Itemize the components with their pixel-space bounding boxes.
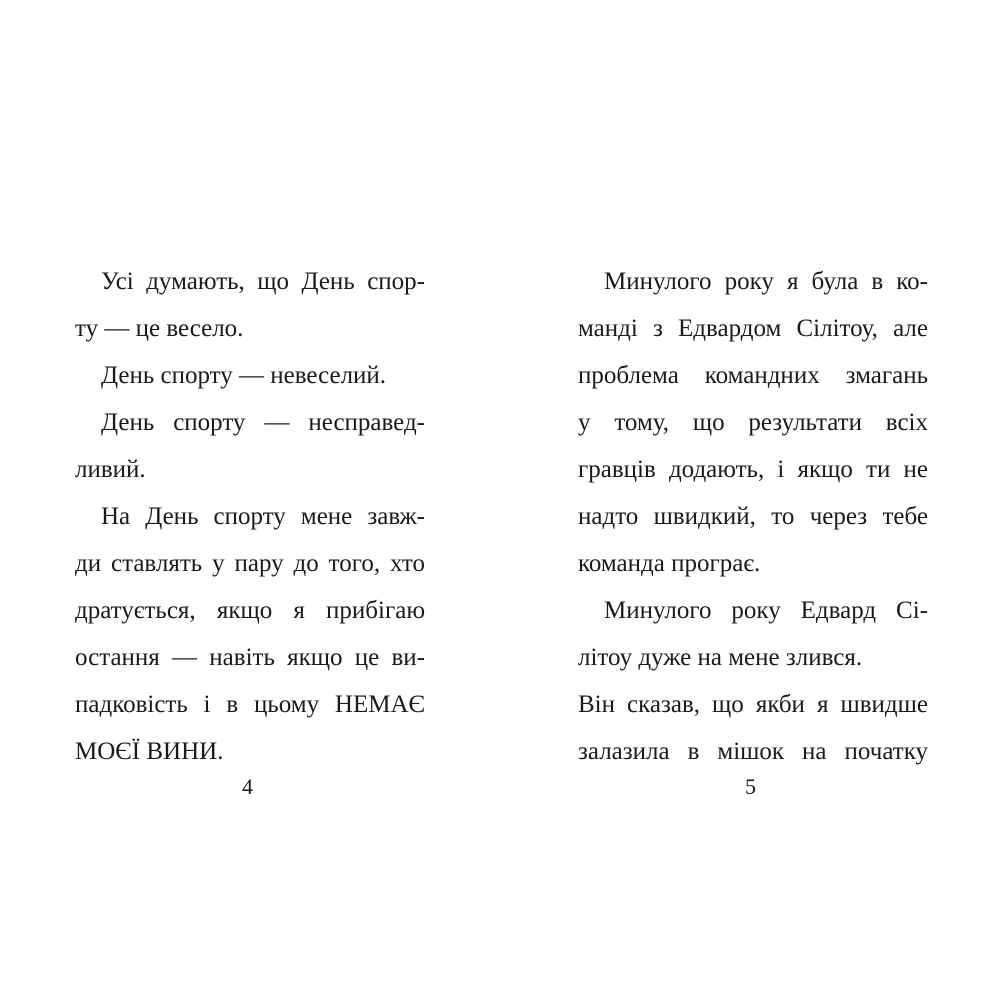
text-line: гравців додають, і якщо ти не bbox=[578, 456, 928, 483]
text-line: Минулого року Едвард Сі- bbox=[604, 597, 928, 624]
text-line: команда програє. bbox=[578, 550, 761, 577]
page-number-right: 5 bbox=[745, 774, 756, 799]
text-line: День спорту — невеселий. bbox=[101, 362, 387, 389]
right-page bbox=[500, 0, 1000, 1000]
text-line: День спорту — несправед- bbox=[101, 409, 425, 436]
text-line: надто швидкий, то через тебе bbox=[578, 503, 928, 530]
right-page-text bbox=[578, 258, 928, 775]
text-line: падковість і в цьому НЕМАЄ bbox=[75, 691, 425, 718]
text-line: у тому, що результати всіх bbox=[578, 409, 928, 436]
text-line: ди ставлять у пару до того, хто bbox=[75, 550, 425, 577]
text-line: дратується, якщо я прибігаю bbox=[75, 597, 425, 624]
text-line: МОЄЇ ВИНИ. bbox=[75, 738, 224, 765]
text-line: остання — навіть якщо це ви- bbox=[75, 644, 425, 671]
left-page-text bbox=[75, 258, 425, 775]
page-number-left: 4 bbox=[242, 774, 253, 799]
text-line: проблема командних змагань bbox=[578, 362, 928, 389]
text-line: залазила в мішок на початку bbox=[578, 738, 928, 765]
text-line: Минулого року я була в ко- bbox=[604, 268, 928, 295]
text-line: ту — це весело. bbox=[75, 315, 244, 342]
text-line: Він сказав, що якби я швидше bbox=[578, 691, 928, 718]
text-line: Усі думають, що День спор- bbox=[101, 268, 425, 295]
text-line: На День спорту мене завж- bbox=[101, 503, 425, 530]
text-line: манді з Едвардом Сілітоу, але bbox=[578, 315, 928, 342]
text-line: ливий. bbox=[75, 456, 146, 483]
text-line: літоу дуже на мене злився. bbox=[578, 644, 863, 671]
